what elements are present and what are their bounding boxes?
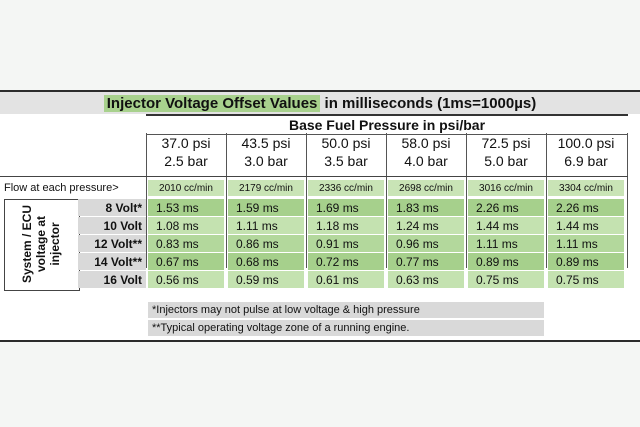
- pressure-header: [226, 133, 306, 171]
- value-cell: 0.89 ms: [548, 253, 624, 270]
- value-cell: 1.44 ms: [548, 217, 624, 234]
- pressure-bar: 3.0 bar: [244, 153, 288, 169]
- header-divider: [0, 176, 628, 177]
- side-label-line: injector: [48, 222, 62, 266]
- pressure-psi: 72.5 psi: [481, 135, 531, 151]
- value-cell: 1.83 ms: [388, 199, 464, 216]
- pressure-psi: 100.0 psi: [557, 135, 615, 151]
- pressure-psi: 43.5 psi: [241, 135, 291, 151]
- title-rest: in milliseconds (1ms=1000µs): [320, 94, 537, 112]
- value-cell: 1.11 ms: [548, 235, 624, 252]
- voltage-label: 16 Volt: [78, 271, 146, 288]
- value-cell: 0.56 ms: [148, 271, 224, 288]
- value-cell: 0.72 ms: [308, 253, 384, 270]
- value-cell: 0.75 ms: [548, 271, 624, 288]
- pressure-header: [306, 133, 386, 171]
- pressure-bar: 4.0 bar: [404, 153, 448, 169]
- pressure-header: [146, 133, 226, 171]
- voltage-label: 12 Volt**: [78, 235, 146, 252]
- voltage-label: 14 Volt**: [78, 253, 146, 270]
- value-cell: 0.96 ms: [388, 235, 464, 252]
- value-cell: 1.11 ms: [228, 217, 304, 234]
- voltage-label: 10 Volt: [78, 217, 146, 234]
- value-cell: 1.24 ms: [388, 217, 464, 234]
- value-cell: 0.75 ms: [468, 271, 544, 288]
- value-cell: 1.11 ms: [468, 235, 544, 252]
- value-cell: 0.89 ms: [468, 253, 544, 270]
- pressure-header: [386, 133, 466, 171]
- pressure-bar: 2.5 bar: [164, 153, 208, 169]
- pressure-psi: 37.0 psi: [161, 135, 211, 151]
- title-highlight: Injector Voltage Offset Values: [104, 95, 321, 112]
- value-cell: 0.68 ms: [228, 253, 304, 270]
- value-cell: 1.08 ms: [148, 217, 224, 234]
- pressure-bar: 5.0 bar: [484, 153, 528, 169]
- flow-cell: 2010 cc/min: [148, 180, 224, 196]
- side-label-line: System / ECU: [20, 204, 34, 284]
- voltage-label: 8 Volt*: [78, 199, 146, 216]
- value-cell: 2.26 ms: [548, 199, 624, 216]
- flow-cell: 2698 cc/min: [388, 180, 464, 196]
- pressure-header: [546, 133, 626, 171]
- footnote: **Typical operating voltage zone of a running engine.: [148, 320, 544, 336]
- value-cell: 0.67 ms: [148, 253, 224, 270]
- value-cell: 1.44 ms: [468, 217, 544, 234]
- value-cell: 0.63 ms: [388, 271, 464, 288]
- flow-cell: 2179 cc/min: [228, 180, 304, 196]
- value-cell: 0.83 ms: [148, 235, 224, 252]
- value-cell: 1.69 ms: [308, 199, 384, 216]
- pressure-bar: 3.5 bar: [324, 153, 368, 169]
- pressure-header: [466, 133, 546, 171]
- table-title: [0, 92, 640, 114]
- footnote: *Injectors may not pulse at low voltage & high pressure: [148, 302, 544, 318]
- pressure-psi: 58.0 psi: [401, 135, 451, 151]
- value-cell: 2.26 ms: [468, 199, 544, 216]
- value-cell: 0.77 ms: [388, 253, 464, 270]
- value-cell: 1.53 ms: [148, 199, 224, 216]
- flow-label: Flow at each pressure>: [4, 182, 119, 194]
- flow-cell: 3304 cc/min: [548, 180, 624, 196]
- side-label: [20, 205, 62, 283]
- flow-cell: 3016 cc/min: [468, 180, 544, 196]
- flow-cell: 2336 cc/min: [308, 180, 384, 196]
- value-cell: 1.59 ms: [228, 199, 304, 216]
- value-cell: 0.91 ms: [308, 235, 384, 252]
- side-label-line: voltage at: [34, 216, 48, 273]
- table-subtitle: Base Fuel Pressure in psi/bar: [146, 114, 628, 135]
- column-divider: [627, 133, 628, 268]
- value-cell: 0.61 ms: [308, 271, 384, 288]
- offset-table: [0, 90, 640, 342]
- pressure-psi: 50.0 psi: [321, 135, 371, 151]
- value-cell: 1.18 ms: [308, 217, 384, 234]
- value-cell: 0.59 ms: [228, 271, 304, 288]
- pressure-bar: 6.9 bar: [564, 153, 608, 169]
- value-cell: 0.86 ms: [228, 235, 304, 252]
